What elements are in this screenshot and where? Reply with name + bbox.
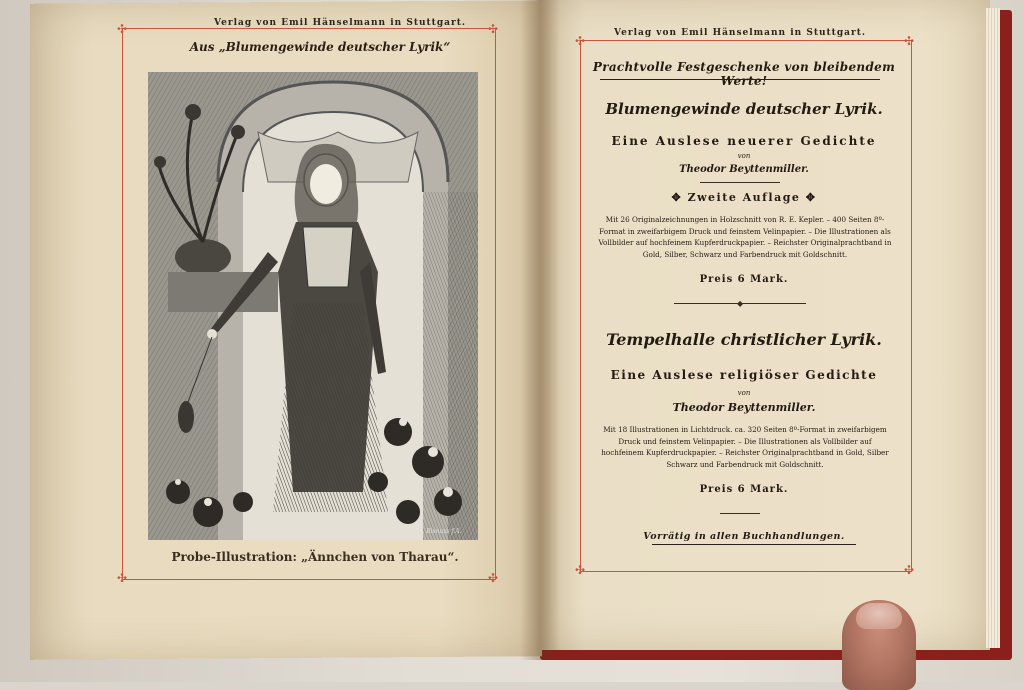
frame-corner-ornament-icon: ✣ [904,34,915,48]
frame-corner-ornament-icon: ✣ [575,563,586,577]
book1-description: Mit 26 Originalzeichnungen in Holzschnitt von R. E. Kepler. – 400 Seiten 8º-Format in zweifarbigem Druck und feinstem Velinpapier. – Die Illustrationen als Vollbilder auf hochfeinem Kupferdruckpapier. – Reichster Originalprachtband in Gold, Silber, Schwarz und Farbendruck mit Goldschnitt. [598,215,892,259]
engraving-drawing [148,72,478,540]
book2-subtitle: Eine Auslese religiöser Gedichte [610,368,878,382]
sample-illustration-caption: Probe-Illustration: „Ännchen von Tharau“. [171,550,459,564]
book1-von: von [737,152,751,160]
illustration-source-caption: Aus „Blumengewinde deutscher Lyrik“ [189,40,451,54]
engraving-illustration [148,72,478,540]
section-divider-short [720,513,760,514]
frame-corner-ornament-icon: ✣ [117,22,128,36]
frame-corner-ornament-icon: ✣ [117,571,128,585]
book1-author: Theodor Beyttenmiller. [679,164,809,175]
left-publisher-line: Verlag von Emil Hänselmann in Stuttgart. [214,18,466,28]
right-publisher-line: Verlag von Emil Hänselmann in Stuttgart. [614,28,866,38]
edition-label: Zweite Auflage [687,191,801,204]
thumbnail [856,603,902,629]
edition-rule [700,182,780,183]
book1-price: Preis 6 Mark. [699,274,789,285]
right-ornament-icon: ✥ [800,191,817,204]
frame-corner-ornament-icon: ✣ [904,563,915,577]
availability-footer: Vorrätig in allen Buchhandlungen. [643,531,845,542]
book-gutter [520,0,560,660]
footer-underline [652,544,856,545]
gift-banner-heading: Prachtvolle Festgeschenke von bleibendem Werte! [592,60,896,88]
book2-author: Theodor Beyttenmiller. [672,401,816,414]
frame-corner-ornament-icon: ✣ [575,34,586,48]
left-ornament-icon: ✥ [671,191,688,204]
book2-description: Mit 18 Illustrationen in Lichtdruck. ca. 320 Seiten 8º-Format in zweifarbigem Druck und feinstem Velinpapier. – Die Illustrationen als Vollbilder auf hochfeinem Kupferdruckpapier. – Reichster Originalprachtband in Gold, Silber Schwarz und Farbendruck mit Goldschnitt. [601,425,889,469]
page-edges [986,8,1000,648]
book1-title: Blumengewinde deutscher Lyrik. [605,100,883,118]
book2-von: von [737,389,751,397]
frame-corner-ornament-icon: ✣ [488,571,499,585]
book2-price: Preis 6 Mark. [699,484,789,495]
frame-corner-ornament-icon: ✣ [488,22,499,36]
engraver-signature: C. Bisnuss f.A. [418,528,462,535]
book1-edition [588,191,900,204]
divider-ornament-icon: ◆ [737,299,744,308]
book2-title: Tempelhalle christlicher Lyrik. [606,330,882,349]
banner-underline [600,79,880,80]
book1-subtitle: Eine Auslese neuerer Gedichte [611,134,877,148]
